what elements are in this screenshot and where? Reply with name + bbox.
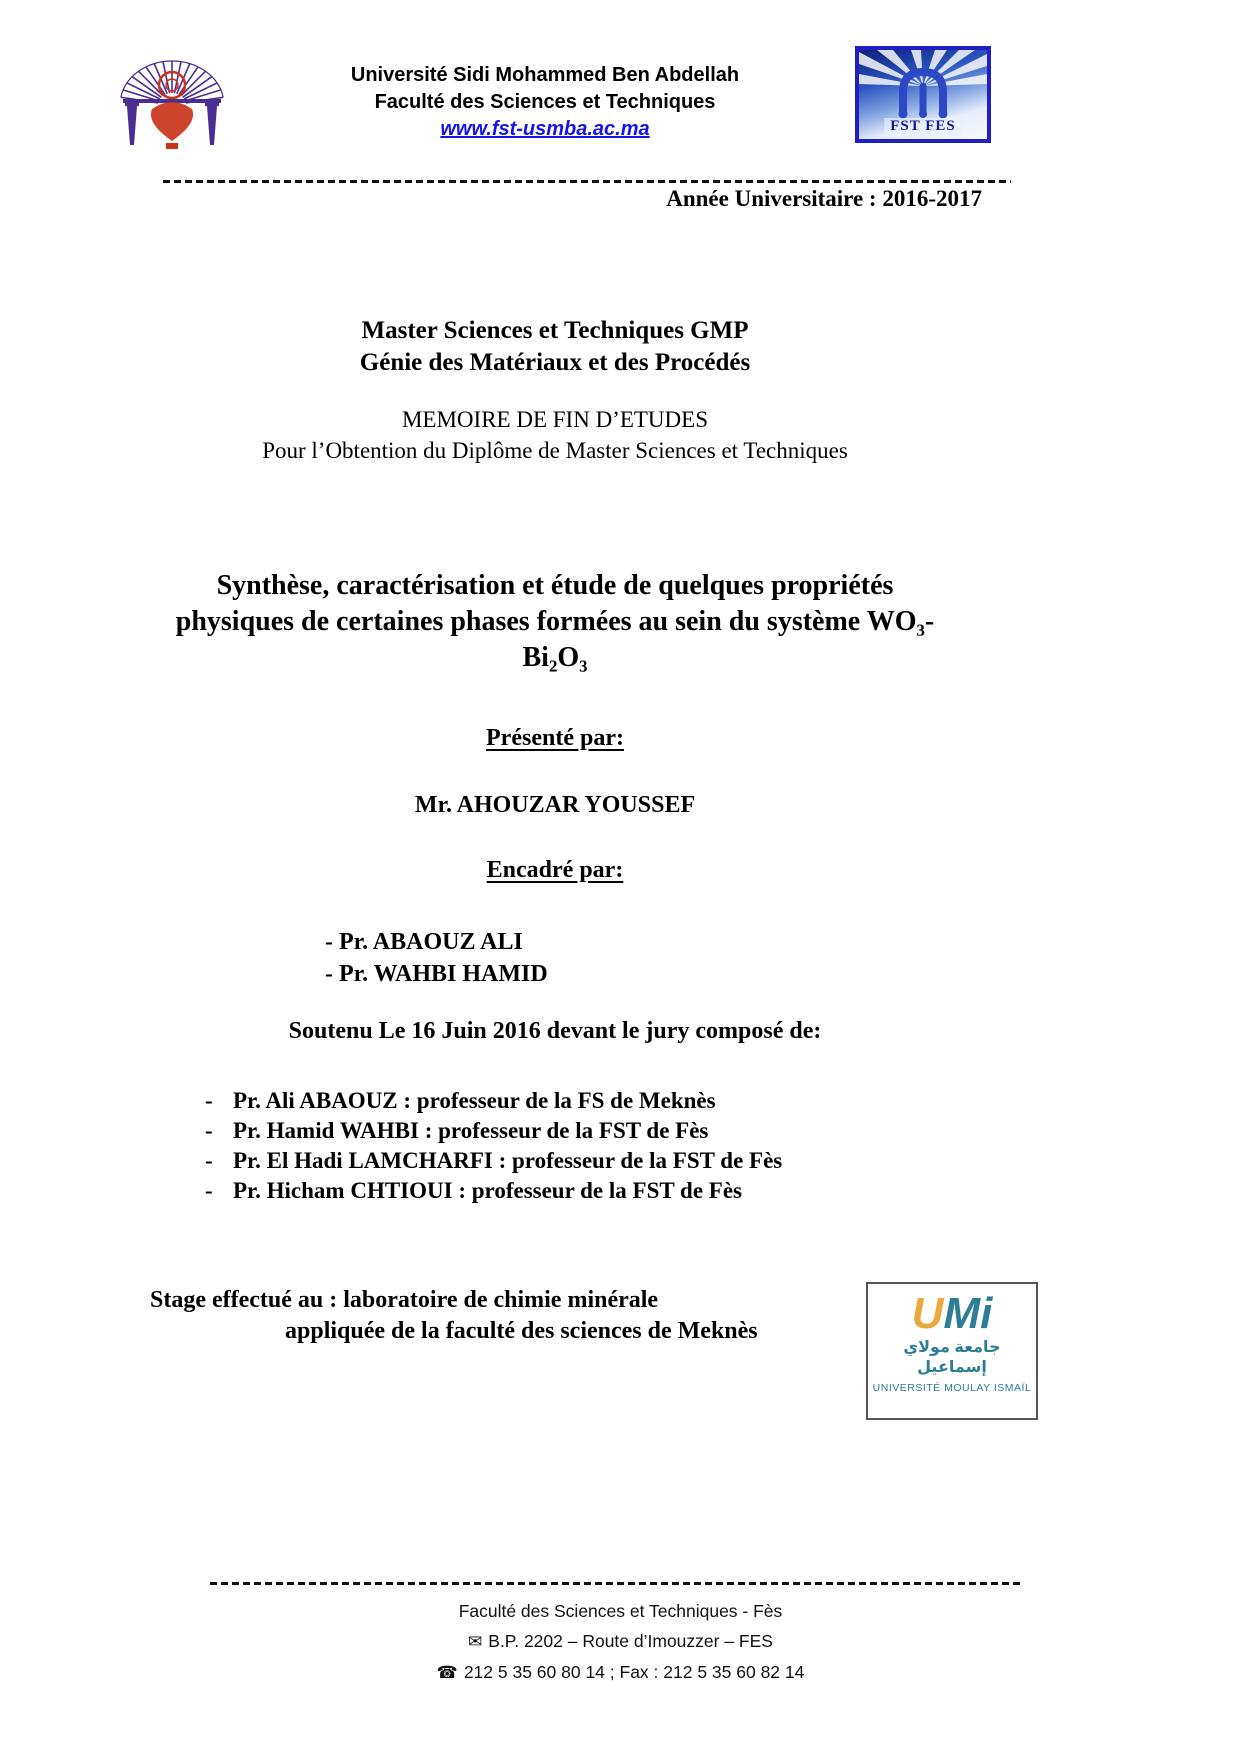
footer-block [0, 1596, 1241, 1688]
supervised-by-heading: Encadré par: [486, 857, 624, 883]
jury-bullet: - [205, 1148, 213, 1173]
memoire-block [150, 404, 960, 466]
program-line2: Génie des Matériaux et des Procédés [359, 349, 751, 376]
jury-bullet: - [205, 1118, 213, 1143]
umi-logo [866, 1282, 1038, 1420]
mail-icon: ✉ [468, 1632, 483, 1651]
academic-year: Année Universitaire : 2016-2017 [666, 186, 982, 211]
jury-member [205, 1146, 782, 1176]
fst-fes-caption: FST FES [884, 118, 962, 135]
jury-member [205, 1116, 782, 1146]
candidate-name: Mr. AHOUZAR YOUSSEF [414, 792, 696, 818]
thesis-title-line3: Bi₂O₃ [522, 642, 588, 673]
jury-member [205, 1086, 782, 1116]
umi-wordmark-mi: Mi [943, 1289, 993, 1338]
program-line1: Master Sciences et Techniques GMP [361, 317, 749, 344]
fst-fes-logo [855, 46, 991, 143]
jury-member-text: Pr. Hicham CHTIOUI : professeur de la FST de Fès [233, 1178, 742, 1203]
thesis-title-line2: physiques de certaines phases formées au sein du système WO₃- [175, 606, 935, 637]
thesis-title [140, 568, 970, 676]
footer-divider [210, 1582, 1022, 1585]
supervisor-item: - Pr. WAHBI HAMID [325, 961, 548, 987]
header-divider [163, 180, 1011, 183]
university-name: Université Sidi Mohammed Ben Abdellah [350, 64, 740, 86]
internship-line2: appliquée de la faculté des sciences de Meknès [285, 1318, 758, 1344]
footer-faculty: Faculté des Sciences et Techniques - Fès [458, 1601, 783, 1621]
memoire-line2: Pour l’Obtention du Diplôme de Master Sciences et Techniques [262, 438, 848, 463]
footer-address [0, 1626, 1241, 1657]
jury-member-text: Pr. Hamid WAHBI : professeur de la FST de Fès [233, 1118, 709, 1143]
jury-member-text: Pr. Ali ABAOUZ : professeur de la FS de Meknès [233, 1088, 716, 1113]
jury-member-text: Pr. El Hadi LAMCHARFI : professeur de la FST de Fès [233, 1148, 783, 1173]
footer-address-text: B.P. 2202 – Route d’Imouzzer – FES [488, 1631, 773, 1651]
internship-line1: Stage effectué au : laboratoire de chimie minérale [150, 1287, 659, 1313]
umi-wordmark-icon [868, 1290, 1036, 1338]
presented-by-heading: Présenté par: [486, 725, 624, 751]
umi-wordmark-u: U [911, 1289, 944, 1338]
supervisors-list [325, 926, 548, 990]
defense-line: Soutenu Le 16 Juin 2016 devant le jury composé de: [288, 1018, 822, 1044]
umi-arabic-name: جامعة مولاي إسماعيل [903, 1339, 1001, 1376]
thesis-title-line1: Synthèse, caractérisation et étude de quelques propriétés [216, 570, 894, 601]
jury-member [205, 1176, 782, 1206]
umi-latin-name: UNIVERSITÉ MOULAY ISMAÏL [872, 1382, 1032, 1394]
crest-icon [103, 55, 241, 154]
faculty-name: Faculté des Sciences et Techniques [374, 91, 716, 113]
footer-phone-text: 212 5 35 60 80 14 ; Fax : 212 5 35 60 82 14 [463, 1662, 805, 1682]
supervisor-item: - Pr. ABAOUZ ALI [325, 929, 523, 955]
internship-block [150, 1285, 758, 1347]
jury-list [205, 1086, 782, 1206]
footer-phone [0, 1657, 1241, 1688]
header-block [240, 62, 850, 143]
faculty-website-link[interactable]: www.fst-usmba.ac.ma [440, 118, 650, 140]
university-crest-logo [103, 55, 241, 154]
jury-bullet: - [205, 1088, 213, 1113]
program-block [150, 315, 960, 379]
memoire-line1: MEMOIRE DE FIN D’ETUDES [401, 407, 708, 432]
phone-icon: ☎ [436, 1663, 458, 1682]
jury-bullet: - [205, 1178, 213, 1203]
